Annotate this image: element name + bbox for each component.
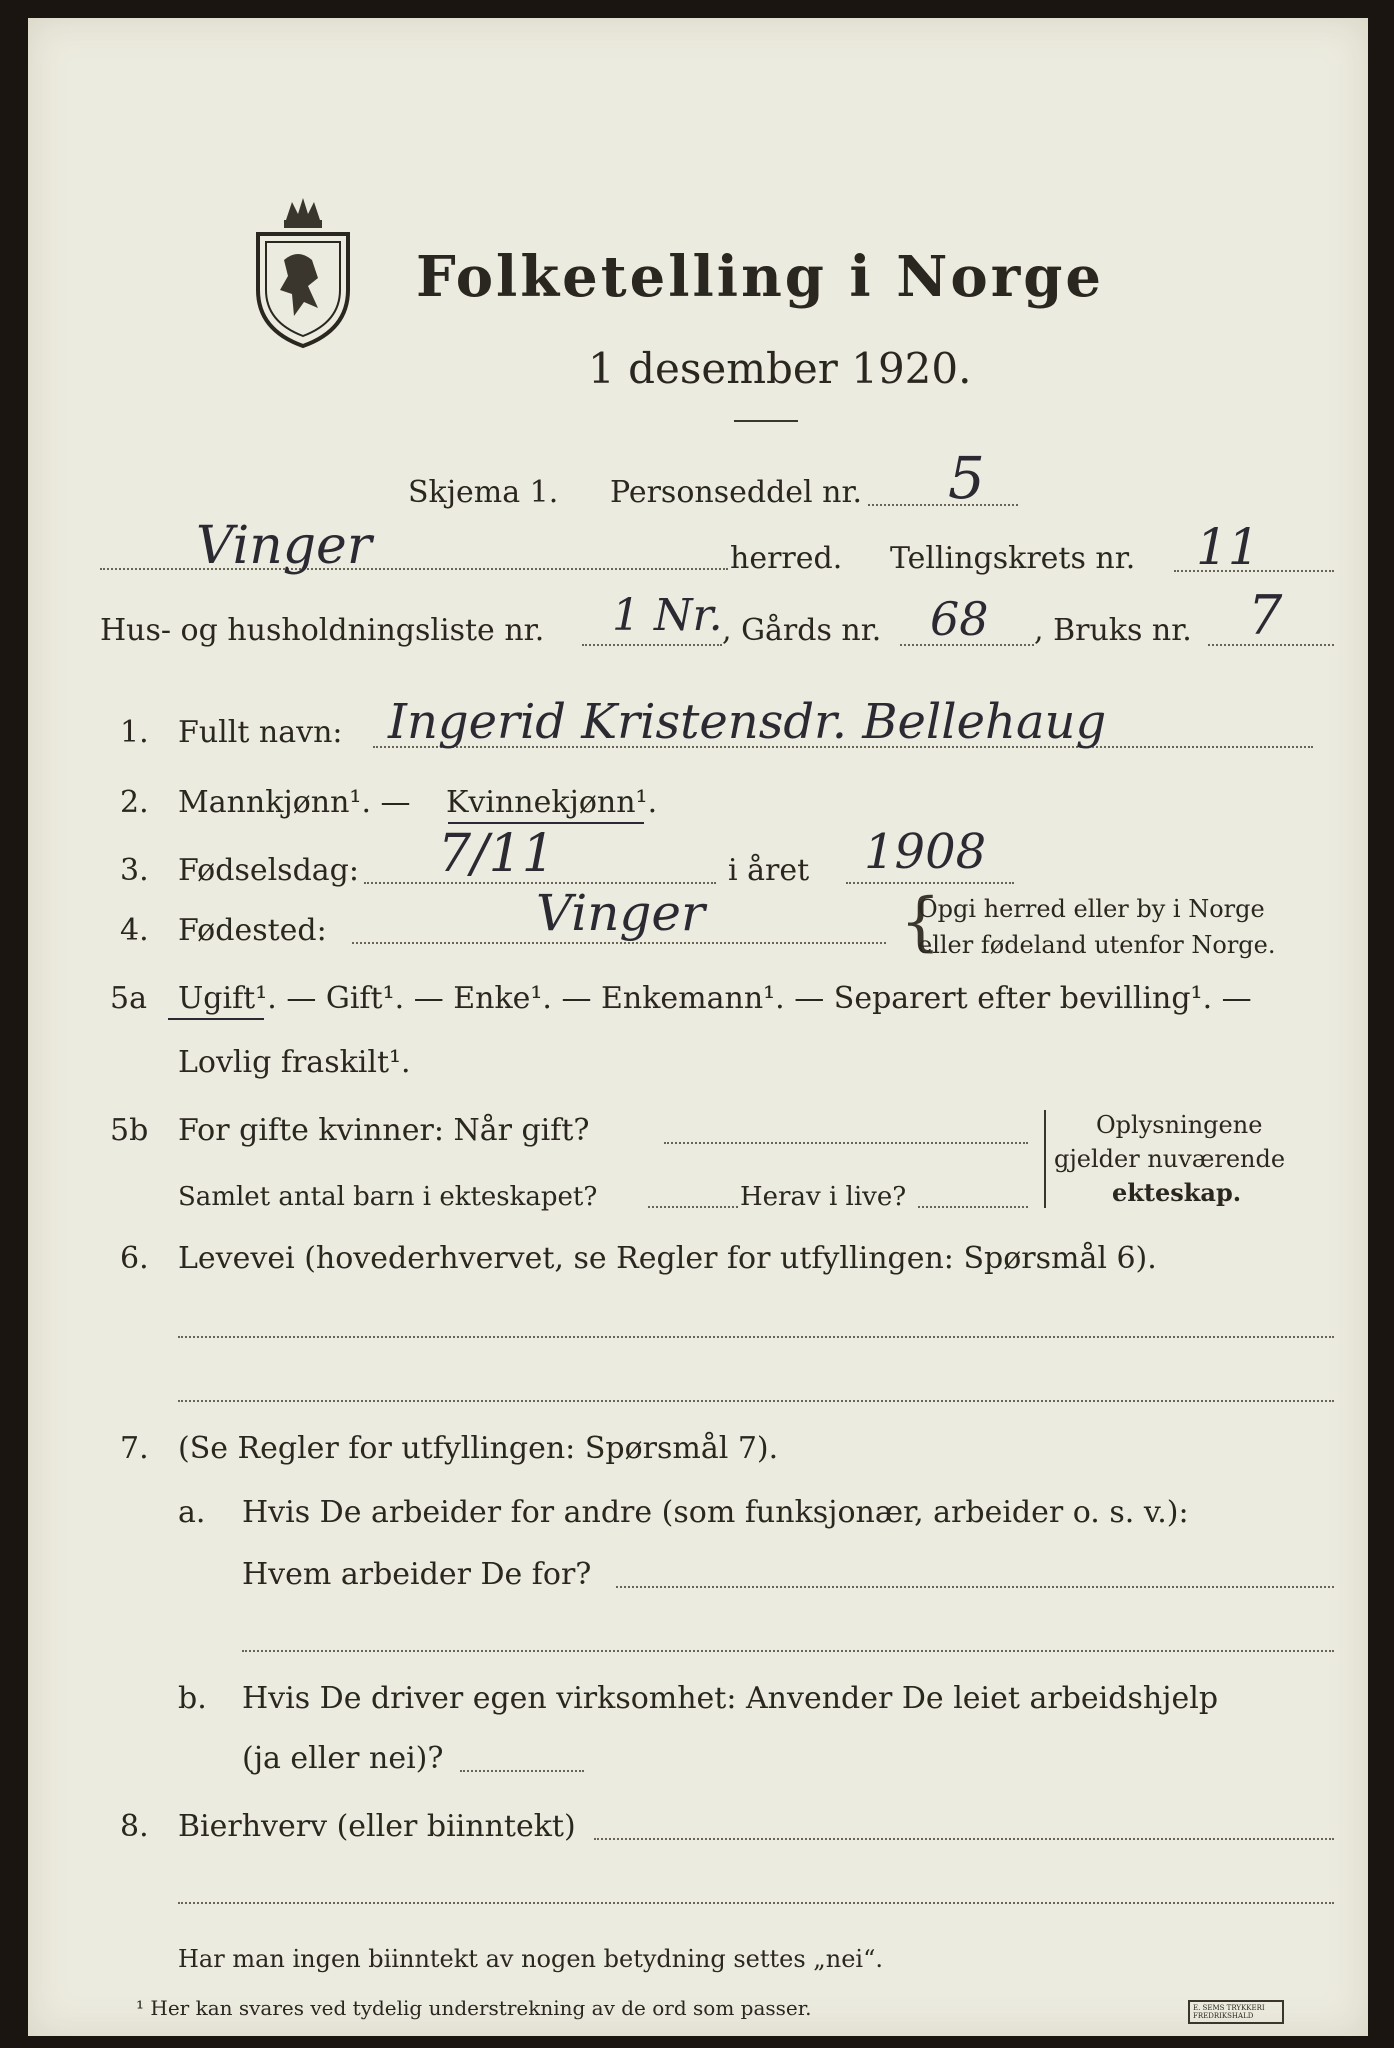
q4-value: Vinger xyxy=(536,884,705,942)
q1-number: 1. xyxy=(120,715,149,750)
q8-line-1 xyxy=(594,1838,1334,1840)
herred-line xyxy=(100,568,728,570)
personseddel-value: 5 xyxy=(948,444,985,512)
schema-label: Skjema 1. xyxy=(408,475,559,510)
q5a-ugift-underline xyxy=(168,1018,264,1020)
q7b-text-1: Hvis De driver egen virksomhet: Anvender De leiet arbeidshjelp xyxy=(242,1681,1219,1716)
q7a-number: a. xyxy=(178,1495,206,1530)
q2-label-male: Mannkjønn¹. — xyxy=(178,785,411,820)
q5b-note-3: ekteskap. xyxy=(1112,1178,1242,1207)
q5b-children-line xyxy=(648,1206,738,1208)
q6-line-2 xyxy=(178,1400,1334,1402)
census-form-page xyxy=(28,18,1368,2036)
printer-stamp: E. SEMS TRYKKERI FREDRIKSHALD xyxy=(1188,2000,1284,2024)
q7a-line-1 xyxy=(616,1586,1334,1588)
hus-value: 1 Nr. xyxy=(612,590,723,641)
q5b-bracket xyxy=(1044,1110,1046,1208)
bruks-label: , Bruks nr. xyxy=(1034,613,1192,648)
herred-label: herred. xyxy=(730,541,843,576)
q2-label-female: Kvinnekjønn¹. xyxy=(446,785,658,820)
q5a-text-2: Lovlig fraskilt¹. xyxy=(178,1045,411,1080)
q5a-number: 5a xyxy=(110,981,147,1016)
q3-year-line xyxy=(846,882,1014,884)
q1-value: Ingerid Kristensdr. Bellehaug xyxy=(388,694,1107,750)
herred-value: Vinger xyxy=(196,516,372,576)
q5b-text-1: For gifte kvinner: Når gift? xyxy=(178,1113,590,1148)
q1-label: Fullt navn: xyxy=(178,715,343,750)
q3-year-value: 1908 xyxy=(864,824,987,880)
q3-label: Fødselsdag: xyxy=(178,853,359,888)
footer-note: Har man ingen biinntekt av nogen betydning settes „nei“. xyxy=(178,1945,883,1973)
q7a-line-2 xyxy=(242,1650,1334,1652)
gards-value: 68 xyxy=(930,592,989,646)
q8-line-2 xyxy=(178,1902,1334,1904)
q5a-text-1: Ugift¹. — Gift¹. — Enke¹. — Enkemann¹. — Separert efter bevilling¹. — xyxy=(178,981,1252,1016)
q7-number: 7. xyxy=(120,1431,149,1466)
q6-text: Levevei (hovederhvervet, se Regler for utfyllingen: Spørsmål 6). xyxy=(178,1241,1157,1276)
q8-text: Bierhverv (eller biinntekt) xyxy=(178,1809,576,1844)
q3-number: 3. xyxy=(120,853,149,888)
q4-brace: { xyxy=(900,885,941,959)
q3-year-label: i året xyxy=(728,853,810,888)
q3-value: 7/11 xyxy=(438,824,555,884)
form-title: Folketelling i Norge xyxy=(416,244,1105,310)
personseddel-line xyxy=(868,504,1018,506)
q4-number: 4. xyxy=(120,913,149,948)
form-date: 1 desember 1920. xyxy=(588,344,972,393)
q8-number: 8. xyxy=(120,1809,149,1844)
q4-line xyxy=(352,942,886,944)
q5b-when-line xyxy=(664,1142,1028,1144)
q6-number: 6. xyxy=(120,1241,149,1276)
q7-text: (Se Regler for utfyllingen: Spørsmål 7). xyxy=(178,1431,779,1466)
q5b-text-2a: Samlet antal barn i ekteskapet? xyxy=(178,1182,598,1212)
q7b-number: b. xyxy=(178,1681,207,1716)
q7a-text-1: Hvis De arbeider for andre (som funksjonær, arbeider o. s. v.): xyxy=(242,1495,1189,1530)
norway-coat-of-arms-icon xyxy=(248,190,358,350)
footnote: ¹ Her kan svares ved tydelig understrekning av de ord som passer. xyxy=(136,1996,812,2020)
bruks-value: 7 xyxy=(1248,584,1283,647)
q7b-text-2: (ja eller nei)? xyxy=(242,1741,444,1776)
tellingskrets-label: Tellingskrets nr. xyxy=(890,541,1136,576)
q6-line-1 xyxy=(178,1336,1334,1338)
tellingskrets-value: 11 xyxy=(1196,518,1260,576)
q4-note-1: Opgi herred eller by i Norge xyxy=(918,895,1265,923)
q5b-note-1: Oplysningene xyxy=(1096,1111,1263,1139)
q5b-number: 5b xyxy=(110,1113,149,1148)
q4-note-2: eller fødeland utenfor Norge. xyxy=(918,931,1276,959)
title-rule xyxy=(734,420,798,422)
gards-label: , Gårds nr. xyxy=(722,613,882,648)
q7a-text-2: Hvem arbeider De for? xyxy=(242,1557,592,1592)
q5b-note-2: gjelder nuværende xyxy=(1054,1145,1286,1173)
personseddel-label: Personseddel nr. xyxy=(610,475,863,510)
q5b-alive-line xyxy=(918,1206,1028,1208)
hus-line xyxy=(582,644,722,646)
q4-label: Fødested: xyxy=(178,913,327,948)
hus-label: Hus- og husholdningsliste nr. xyxy=(100,613,545,648)
q2-number: 2. xyxy=(120,785,149,820)
q7b-line xyxy=(460,1770,584,1772)
q5b-text-2b: Herav i live? xyxy=(740,1182,907,1212)
